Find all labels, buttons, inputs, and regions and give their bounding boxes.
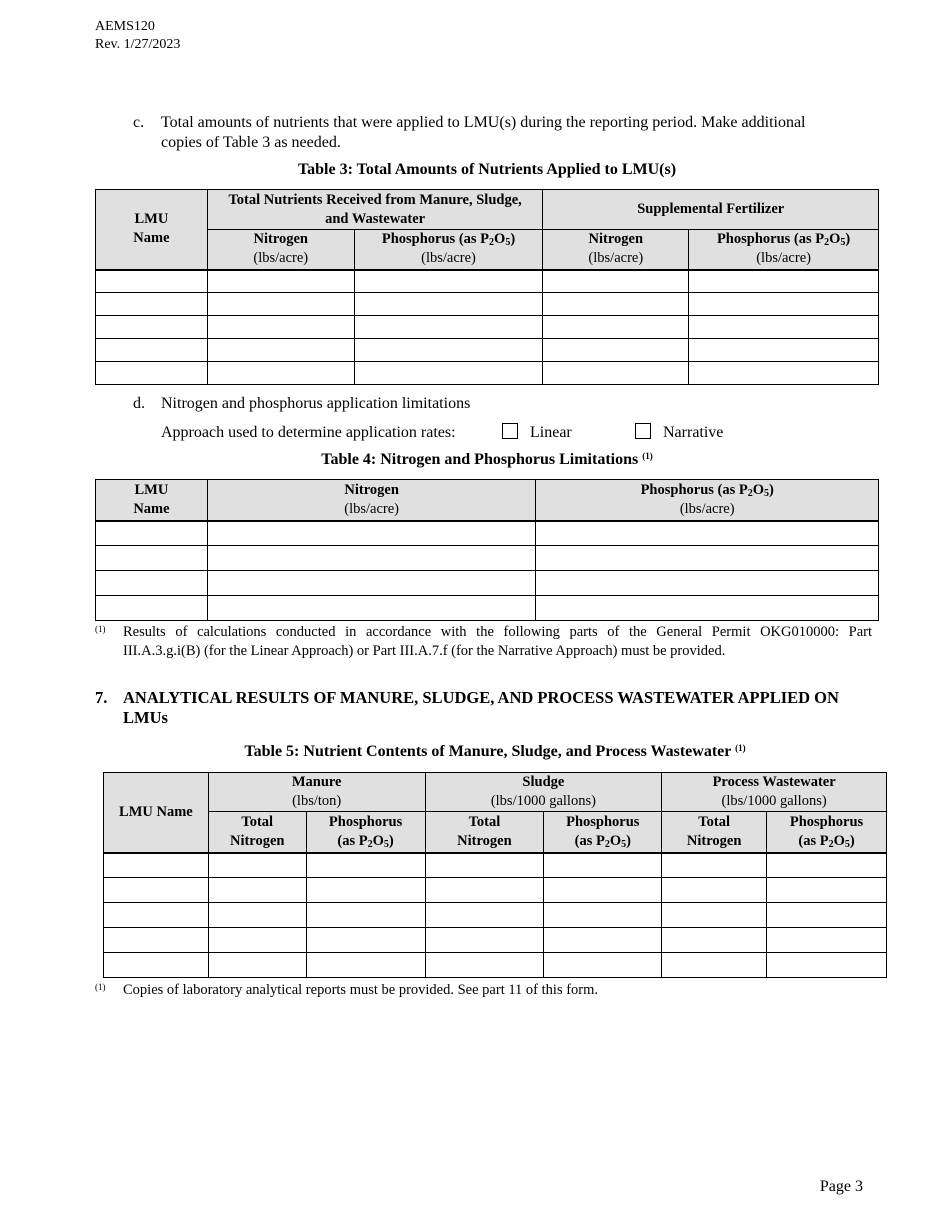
table5-sludge-unit: (lbs/1000 gallons) (490, 793, 596, 809)
table-cell[interactable] (96, 571, 208, 596)
table-cell[interactable] (208, 953, 306, 978)
table4-unit-label: (lbs/acre) (679, 500, 735, 517)
table-row (96, 362, 879, 385)
table-row (96, 316, 879, 339)
table-cell[interactable] (207, 293, 354, 316)
total-label: Total (468, 813, 501, 830)
table3-col-phosphorus-2 (689, 230, 879, 270)
table5-manure-unit: (lbs/ton) (292, 793, 342, 809)
linear-option[interactable] (502, 423, 572, 443)
table-cell[interactable] (207, 521, 536, 546)
nitrogen-label: Nitrogen (457, 832, 512, 849)
table-row (96, 521, 879, 546)
table3 (95, 189, 879, 385)
table5 (103, 772, 887, 978)
nitrogen-label: Nitrogen (686, 832, 742, 849)
table-cell[interactable] (207, 339, 354, 362)
table-cell[interactable] (543, 293, 689, 316)
table-cell[interactable] (354, 362, 543, 385)
table3-col-lmu-line2: Name (133, 230, 170, 247)
footnote-mark: (1) (95, 624, 106, 634)
table-row (104, 878, 887, 903)
table-cell[interactable] (104, 878, 209, 903)
table-cell[interactable] (544, 903, 662, 928)
table-cell[interactable] (207, 546, 536, 571)
table4-col-nitrogen (207, 480, 536, 521)
table-cell[interactable] (425, 928, 544, 953)
narrative-option[interactable] (635, 423, 723, 443)
table3-caption: Table 3: Total Amounts of Nutrients Applied to LMU(s) (297, 161, 677, 178)
table5-manure-label: Manure (291, 774, 342, 790)
nitrogen-label: Nitrogen (229, 832, 285, 849)
table4-caption-note: (1) (642, 451, 653, 461)
table3-group-received (207, 190, 543, 230)
table4-footnote-line1: Results of calculations conducted in accordance with the following parts of the General Permit OKG010000: Part (123, 624, 872, 640)
as-p2o5-label: (as $P_2O_5$) (337, 832, 394, 850)
table-cell[interactable] (96, 546, 208, 571)
total-label: Total (241, 813, 274, 830)
table-cell[interactable] (306, 853, 425, 878)
table3-nitrogen-label: Nitrogen (588, 231, 644, 248)
narrative-label: Narrative (663, 424, 724, 441)
total-label: Total (698, 813, 730, 830)
table5-caption-note: (1) (735, 743, 746, 753)
table-cell[interactable] (689, 270, 879, 293)
table5-footnote-text: Copies of laboratory analytical reports must be provided. See part 11 of this form. (123, 982, 599, 998)
table-row (96, 596, 879, 621)
table3-group-received-line1: Total Nutrients Received from Manure, Sludge, (228, 191, 522, 208)
table4-col-phosphorus (536, 480, 879, 521)
table-cell[interactable] (208, 903, 306, 928)
table-cell[interactable] (425, 878, 544, 903)
table4-col-lmu-line1: LMU (134, 481, 169, 498)
table-row (104, 853, 887, 878)
table4-phosphorus-label: Phosphorus (as $P_2O_5$) (640, 481, 774, 499)
table-cell[interactable] (662, 853, 767, 878)
phosphorus-label: Phosphorus (566, 813, 640, 830)
table3-col-nitrogen-2 (543, 230, 689, 270)
table3-col-nitrogen-1 (207, 230, 354, 270)
table4-col-lmu-line2: Name (133, 500, 170, 517)
table5-footnote (95, 981, 875, 1000)
table3-unit-label: (lbs/acre) (588, 250, 644, 267)
table-cell[interactable] (96, 270, 208, 293)
table-cell[interactable] (425, 953, 544, 978)
table-cell[interactable] (208, 878, 306, 903)
linear-label: Linear (530, 424, 572, 441)
table-cell[interactable] (767, 928, 887, 953)
table3-col-lmu (96, 190, 208, 270)
table4 (95, 479, 879, 621)
section7-title (123, 688, 883, 728)
table-cell[interactable] (543, 316, 689, 339)
table-row (96, 270, 879, 293)
table5-col-manure-nitrogen (208, 812, 306, 853)
table5-group-manure (208, 773, 425, 812)
table-row (96, 546, 879, 571)
item-d-text: Nitrogen and phosphorus application limitations (161, 395, 471, 412)
table-cell[interactable] (689, 316, 879, 339)
approach-label: Approach used to determine application rates: (161, 424, 456, 441)
section7-title-line2: LMUs (123, 708, 168, 727)
table-cell[interactable] (207, 596, 536, 621)
table-row (96, 293, 879, 316)
table-cell[interactable] (689, 362, 879, 385)
table-row (96, 571, 879, 596)
form-id: AEMS120 (95, 19, 155, 34)
table-cell[interactable] (208, 853, 306, 878)
table-cell[interactable] (544, 878, 662, 903)
table3-unit-label: (lbs/acre) (756, 250, 811, 267)
item-d-letter: d. (133, 395, 145, 412)
table3-phosphorus-label: Phosphorus (as $P_2O_5$) (716, 231, 851, 249)
table-cell[interactable] (96, 339, 208, 362)
linear-checkbox[interactable] (502, 423, 518, 439)
table-cell[interactable] (306, 928, 425, 953)
table-cell[interactable] (96, 293, 208, 316)
narrative-checkbox[interactable] (635, 423, 651, 439)
table-cell[interactable] (104, 903, 209, 928)
table-cell[interactable] (536, 546, 879, 571)
table5-wastewater-unit: (lbs/1000 gallons) (721, 793, 827, 809)
table-cell[interactable] (104, 853, 209, 878)
table5-group-sludge (425, 773, 662, 812)
table-cell[interactable] (354, 316, 543, 339)
table-cell[interactable] (96, 596, 208, 621)
table-cell[interactable] (767, 853, 887, 878)
table3-group-received-line2: and Wastewater (325, 210, 426, 227)
phosphorus-label: Phosphorus (789, 813, 864, 830)
table-cell[interactable] (536, 596, 879, 621)
table-cell[interactable] (306, 903, 425, 928)
table3-unit-label: (lbs/acre) (421, 250, 476, 267)
section7-title-line1: ANALYTICAL RESULTS OF MANURE, SLUDGE, AND PROCESS WASTEWATER APPLIED ON (123, 688, 839, 707)
table-cell[interactable] (662, 928, 767, 953)
item-c-line2: copies of Table 3 as needed. (161, 134, 341, 151)
form-revision: Rev. 1/27/2023 (95, 37, 181, 52)
table-cell[interactable] (306, 953, 425, 978)
table-row (96, 339, 879, 362)
table-row (104, 928, 887, 953)
item-c-line1: Total amounts of nutrients that were applied to LMU(s) during the reporting period. Make additional (161, 114, 806, 131)
table-cell[interactable] (662, 953, 767, 978)
table-cell[interactable] (354, 339, 543, 362)
table5-wastewater-label: Process Wastewater (712, 774, 836, 790)
table5-sludge-label: Sludge (522, 774, 565, 790)
form-header (95, 18, 180, 54)
table-cell[interactable] (689, 339, 879, 362)
table-cell[interactable] (767, 878, 887, 903)
as-p2o5-label: (as $P_2O_5$) (574, 832, 631, 850)
table-cell[interactable] (544, 953, 662, 978)
table3-col-phosphorus-1 (354, 230, 543, 270)
table-row (104, 903, 887, 928)
table-cell[interactable] (536, 571, 879, 596)
table-cell[interactable] (544, 928, 662, 953)
table4-col-lmu (96, 480, 208, 521)
section7-number: 7. (95, 688, 108, 707)
table4-unit-label: (lbs/acre) (344, 500, 400, 517)
table5-caption (103, 743, 887, 761)
table-cell[interactable] (425, 903, 544, 928)
table-cell[interactable] (306, 878, 425, 903)
table3-unit-label: (lbs/acre) (253, 250, 309, 267)
item-c-text (161, 113, 881, 153)
table3-group-supplemental: Supplemental Fertilizer (543, 190, 879, 230)
table4-caption-text: Table 4: Nitrogen and Phosphorus Limitations (321, 451, 639, 468)
table5-col-wastewater-phosphorus (767, 812, 887, 853)
page-number: Page 3 (819, 1178, 863, 1195)
table-cell[interactable] (96, 521, 208, 546)
as-p2o5-label: (as $P_2O_5$) (798, 832, 855, 850)
table-cell[interactable] (207, 316, 354, 339)
table-cell[interactable] (354, 270, 543, 293)
table3-nitrogen-label: Nitrogen (253, 231, 308, 248)
table4-footnote (95, 623, 872, 661)
table5-caption-text: Table 5: Nutrient Contents of Manure, Sludge, and Process Wastewater (244, 743, 732, 760)
table-cell[interactable] (425, 853, 544, 878)
table-cell[interactable] (543, 362, 689, 385)
table3-col-lmu-line1: LMU (134, 211, 169, 228)
table-cell[interactable] (104, 953, 209, 978)
table4-footnote-line2: III.A.3.g.i(B) (for the Linear Approach) or Part III.A.7.f (for the Narrative Approach) must be provided. (123, 643, 726, 659)
table-cell[interactable] (544, 853, 662, 878)
table5-col-sludge-nitrogen (425, 812, 544, 853)
table3-phosphorus-label: Phosphorus (as $P_2O_5$) (381, 231, 516, 249)
table4-nitrogen-label: Nitrogen (344, 481, 399, 498)
table-row (104, 953, 887, 978)
table-cell[interactable] (96, 316, 208, 339)
table-cell[interactable] (767, 903, 887, 928)
table5-col-sludge-phosphorus (544, 812, 662, 853)
table5-col-wastewater-nitrogen (662, 812, 767, 853)
table5-col-lmu: LMU Name (104, 773, 209, 853)
footnote-mark: (1) (95, 982, 106, 992)
table-cell[interactable] (208, 928, 306, 953)
table5-group-wastewater (662, 773, 887, 812)
table-cell[interactable] (662, 903, 767, 928)
table-cell[interactable] (767, 953, 887, 978)
table-cell[interactable] (662, 878, 767, 903)
table-cell[interactable] (207, 270, 354, 293)
phosphorus-label: Phosphorus (328, 813, 403, 830)
table-cell[interactable] (207, 571, 536, 596)
table-cell[interactable] (689, 293, 879, 316)
table-cell[interactable] (96, 362, 208, 385)
table-cell[interactable] (536, 521, 879, 546)
table-cell[interactable] (543, 339, 689, 362)
table5-col-manure-phosphorus (306, 812, 425, 853)
table-cell[interactable] (543, 270, 689, 293)
table-cell[interactable] (207, 362, 354, 385)
table-cell[interactable] (104, 928, 209, 953)
table4-caption (95, 451, 879, 469)
table-cell[interactable] (354, 293, 543, 316)
item-c-letter: c. (133, 114, 145, 131)
